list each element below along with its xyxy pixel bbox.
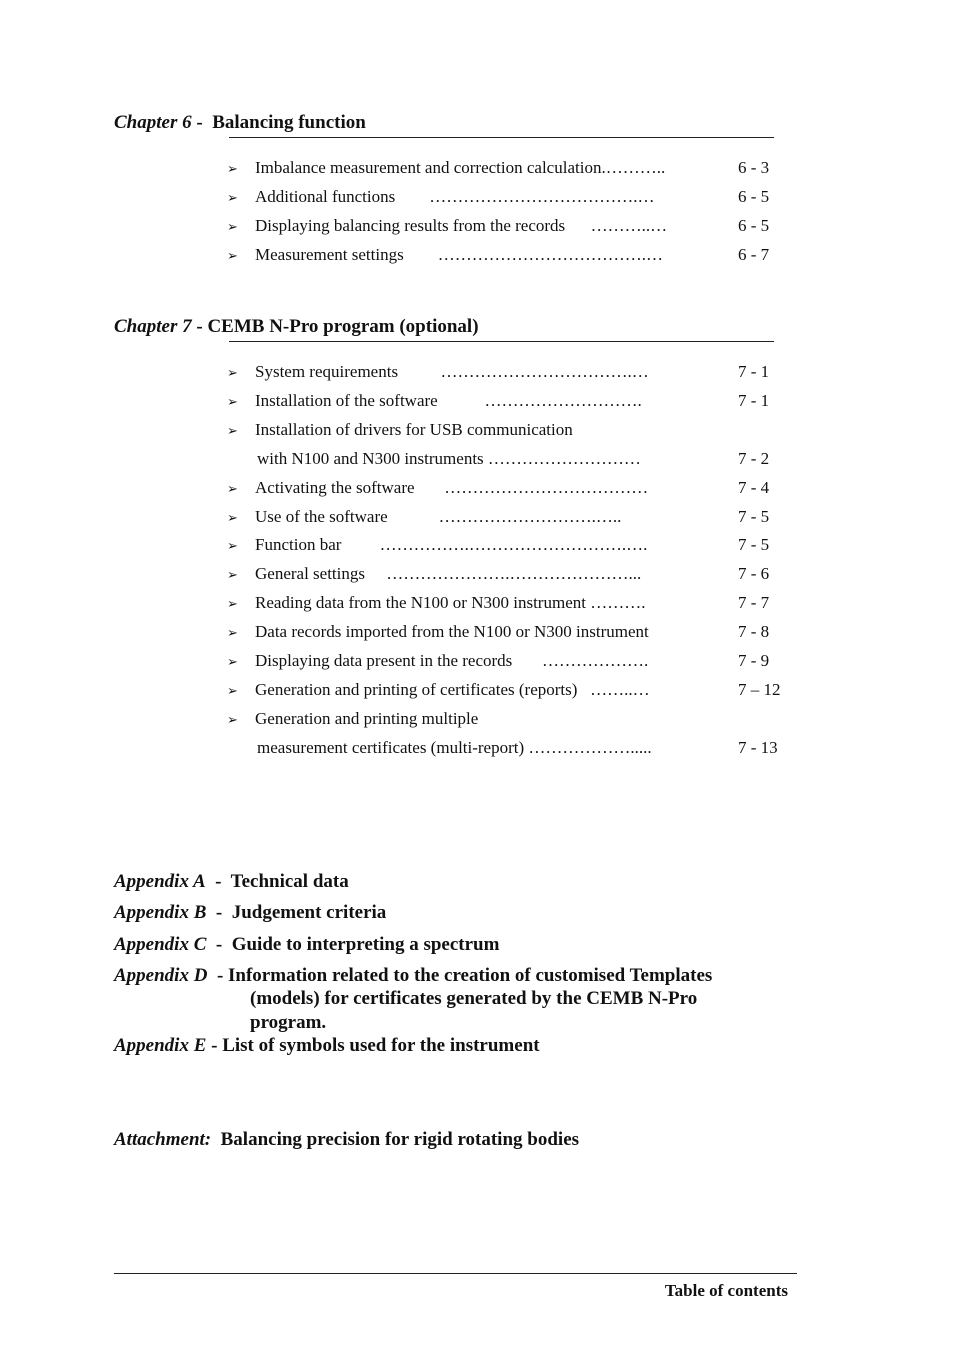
chapter6-entry-text: Displaying balancing results from the records ………..…: [255, 216, 668, 235]
chapter7-label: Chapter 7: [114, 316, 192, 337]
appendix-a-sep: -: [205, 871, 231, 892]
chapter7-sep: -: [191, 316, 208, 337]
appendix-e-title: List of symbols used for the instrument: [222, 1035, 540, 1056]
appendix-c-sep: -: [206, 934, 232, 955]
arrowhead-bullet-icon: ➢: [227, 190, 238, 205]
arrowhead-bullet-icon: ➢: [227, 365, 238, 380]
arrowhead-bullet-icon: ➢: [227, 567, 238, 583]
arrowhead-bullet-icon: ➢: [227, 480, 238, 496]
appendix-b: [114, 902, 386, 924]
chapter7-entry-text: General settings ………………….…………………...: [255, 564, 642, 584]
attachment-title: Balancing precision for rigid rotating bodies: [220, 1129, 580, 1150]
attachment-label: Attachment:: [114, 1129, 212, 1150]
arrowhead-bullet-icon: ➢: [227, 219, 238, 234]
appendix-c-title: Guide to interpreting a spectrum: [231, 934, 500, 955]
chapter6-title: Balancing function: [212, 112, 366, 133]
appendix-b-title: Judgement criteria: [231, 902, 387, 923]
arrowhead-bullet-icon: ➢: [227, 711, 238, 727]
chapter6-entry-text: Additional functions ……………………………….…: [255, 187, 655, 206]
arrowhead-bullet-icon: ➢: [227, 393, 238, 409]
chapter7-entry-page: 7 - 4: [738, 477, 770, 497]
chapter6-label: Chapter 6: [114, 112, 192, 133]
chapter7-entry-page: 7 - 1: [738, 362, 770, 381]
chapter7-entry-text: Data records imported from the N100 or N300 instrument: [255, 622, 649, 642]
arrowhead-bullet-icon: ➢: [227, 161, 238, 176]
appendix-d: [114, 965, 712, 987]
chapter6-entry-text: Measurement settings ……………………………….…: [255, 245, 663, 264]
chapter7-entry-page: 7 - 2: [738, 448, 770, 468]
chapter6-heading: [114, 112, 366, 134]
arrowhead-bullet-icon: ➢: [227, 596, 238, 612]
appendix-e-label: Appendix E: [114, 1035, 207, 1056]
chapter7-heading: [114, 316, 479, 338]
chapter7-entry-page: 7 - 6: [738, 564, 770, 584]
chapter6-entry-page: 6 - 7: [738, 245, 770, 264]
appendix-b-sep: -: [206, 902, 232, 923]
appendix-d-title: Information related to the creation of customised Templates: [228, 965, 713, 986]
chapter7-entry-page: 7 - 8: [738, 622, 770, 642]
chapter7-entry-text: Use of the software ……………………….…..: [255, 506, 622, 526]
chapter7-entry-page: 7 – 12: [738, 679, 781, 699]
chapter7-entry-text: Reading data from the N100 or N300 instrument ……….: [255, 593, 646, 613]
chapter7-entry-text: with N100 and N300 instruments ………………………: [257, 448, 641, 468]
chapter7-entry-page: 7 - 5: [738, 535, 770, 555]
chapter6-sep: -: [191, 112, 213, 133]
chapter7-entry-text: Generation and printing of certificates (reports) ……..…: [255, 679, 650, 699]
appendix-d-title-line2: (models) for certificates generated by the CEMB N-Pro: [250, 988, 698, 1009]
chapter6-entry-text: Imbalance measurement and correction calculation.………..: [255, 158, 666, 177]
chapter6-entry-page: 6 - 3: [738, 158, 770, 177]
arrowhead-bullet-icon: ➢: [227, 654, 238, 669]
footer-rule: [114, 1273, 797, 1274]
appendix-a-title: Technical data: [230, 871, 349, 892]
chapter7-entry-page: 7 - 1: [738, 390, 770, 410]
chapter7-entry-text: System requirements …………………………….…: [255, 362, 649, 381]
chapter7-entry-text: Function bar …………….……………………….….: [255, 535, 648, 555]
chapter7-entry-text: Installation of the software ……………………….: [255, 390, 642, 410]
arrowhead-bullet-icon: ➢: [227, 538, 238, 554]
chapter7-entry-text: Displaying data present in the records ……………….: [255, 651, 649, 670]
chapter7-entry-page: 7 - 13: [738, 737, 778, 757]
appendix-e-sep: -: [206, 1035, 223, 1056]
arrowhead-bullet-icon: ➢: [227, 682, 238, 698]
footer-label: Table of contents: [664, 1281, 788, 1300]
appendix-a-label: Appendix A: [114, 871, 206, 892]
chapter7-rule: [229, 341, 774, 342]
attachment: [114, 1129, 579, 1151]
chapter7-entry-text: measurement certificates (multi-report) ……………….....: [257, 737, 652, 757]
appendix-d-title-line3: program.: [250, 1012, 327, 1033]
arrowhead-bullet-icon: ➢: [227, 509, 238, 525]
chapter6-rule: [229, 137, 774, 138]
chapter7-title: CEMB N-Pro program (optional): [207, 316, 479, 337]
chapter6-entry-page: 6 - 5: [738, 216, 770, 235]
appendix-d-sep: -: [207, 965, 229, 986]
chapter7-entry-text: Activating the software ………………………………: [255, 477, 649, 497]
arrowhead-bullet-icon: ➢: [227, 422, 238, 438]
appendix-c-label: Appendix C: [114, 934, 207, 955]
arrowhead-bullet-icon: ➢: [227, 625, 238, 641]
appendix-c: [114, 934, 499, 956]
chapter7-entry-page: 7 - 7: [738, 593, 770, 613]
appendix-b-label: Appendix B: [114, 902, 207, 923]
appendix-a: [114, 871, 349, 893]
arrowhead-bullet-icon: ➢: [227, 248, 238, 263]
chapter7-entry-text: Installation of drivers for USB communication: [255, 419, 573, 439]
chapter7-entry-page: 7 - 9: [738, 651, 770, 670]
appendix-e: [114, 1035, 540, 1057]
appendix-d-label: Appendix D: [114, 965, 208, 986]
chapter6-entry-page: 6 - 5: [738, 187, 770, 206]
chapter7-entry-page: 7 - 5: [738, 506, 770, 526]
chapter7-entry-text: Generation and printing multiple: [255, 708, 479, 728]
